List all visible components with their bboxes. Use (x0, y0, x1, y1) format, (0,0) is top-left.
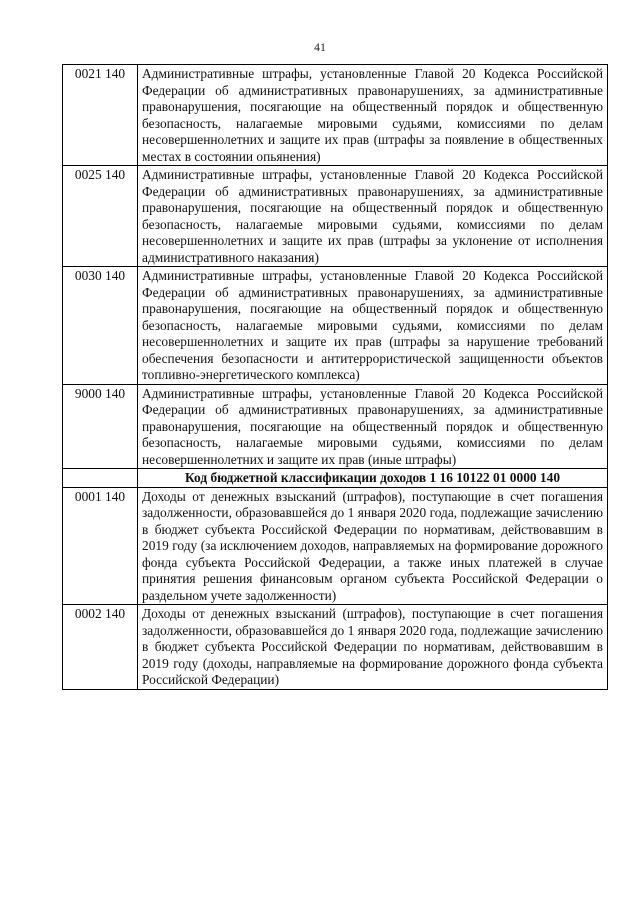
table-row (63, 605, 608, 690)
description-cell: Административные штрафы, установленные Главой 20 Кодекса Российской Федерации об административных правонарушениях, за административные правонарушения, посягающие на общественный порядок и общественную безопасность, налагаемые мировыми судьями, комиссиями по делам несовершеннолетних и защите их прав (штрафы за появление в общественных местах в состоянии опьянения) (138, 65, 608, 166)
code-cell: 0001 140 (63, 487, 138, 605)
description-cell: Доходы от денежных взысканий (штрафов), поступающие в счет погашения задолженности, образовавшейся до 1 января 2020 года, подлежащие зачислению в бюджет субъекта Российской Федерации по нормативам, действовавшим в 2019 году (доходы, направляемые на формирование дорожного фонда субъекта Российской Федерации) (138, 605, 608, 690)
table-row (63, 267, 608, 385)
description-cell: Административные штрафы, установленные Главой 20 Кодекса Российской Федерации об административных правонарушениях, за административные правонарушения, посягающие на общественный порядок и общественную безопасность, налагаемые мировыми судьями, комиссиями по делам несовершеннолетних и защите их прав (штрафы за нарушение требований обеспечения безопасности и антитеррористической защищенности объектов топливно-энергетического комплекса) (138, 267, 608, 385)
empty-code-cell (63, 469, 138, 488)
section-header-row (63, 469, 608, 488)
table-row (63, 384, 608, 469)
description-cell: Административные штрафы, установленные Главой 20 Кодекса Российской Федерации об административных правонарушениях, за административные правонарушения, посягающие на общественный порядок и общественную безопасность, налагаемые мировыми судьями, комиссиями по делам несовершеннолетних и защите их прав (иные штрафы) (138, 384, 608, 469)
description-cell: Административные штрафы, установленные Главой 20 Кодекса Российской Федерации об административных правонарушениях, за административные правонарушения, посягающие на общественный порядок и общественную безопасность, налагаемые мировыми судьями, комиссиями по делам несовершеннолетних и защите их прав (штрафы за уклонение от исполнения административного наказания) (138, 166, 608, 267)
table-row (63, 487, 608, 605)
classification-table (62, 64, 608, 690)
section-heading: Код бюджетной классификации доходов 1 16 10122 01 0000 140 (138, 469, 608, 488)
description-cell: Доходы от денежных взысканий (штрафов), поступающие в счет погашения задолженности, образовавшейся до 1 января 2020 года, подлежащие зачислению в бюджет субъекта Российской Федерации по нормативам, действовавшим в 2019 году (за исключением доходов, направляемых на формирование дорожного фонда субъекта Российской Федерации, а также иных платежей в случае принятия решения финансовым органом субъекта Российской Федерации о раздельном учете задолженности) (138, 487, 608, 605)
code-cell: 0025 140 (63, 166, 138, 267)
table-row (63, 166, 608, 267)
code-cell: 0021 140 (63, 65, 138, 166)
table-row (63, 65, 608, 166)
code-cell: 0002 140 (63, 605, 138, 690)
page-number: 41 (314, 40, 326, 54)
code-cell: 0030 140 (63, 267, 138, 385)
code-cell: 9000 140 (63, 384, 138, 469)
